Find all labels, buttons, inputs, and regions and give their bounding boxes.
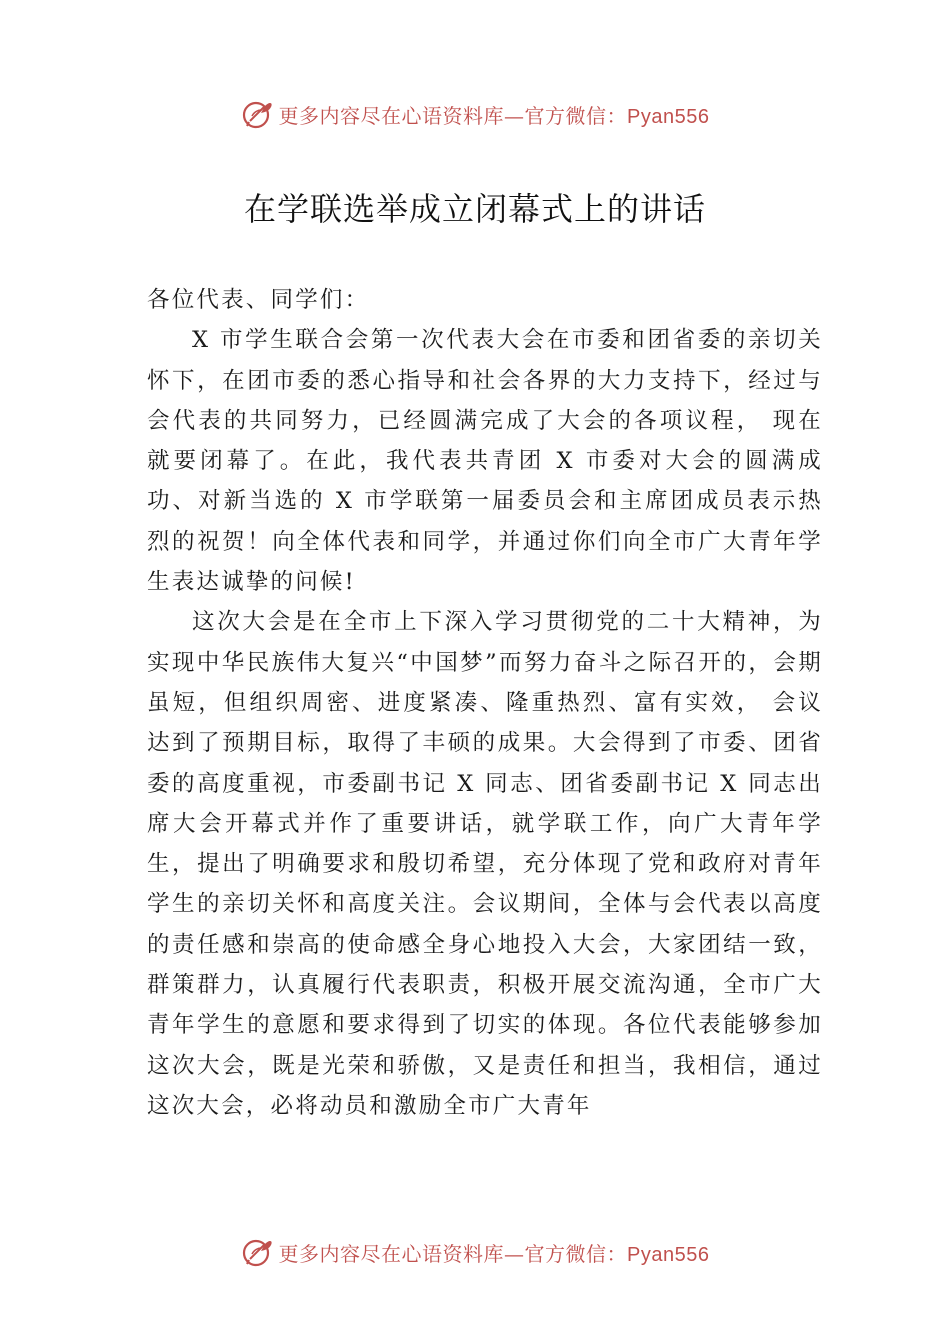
document-body <box>147 280 823 1126</box>
wechat-label: 官方微信： <box>524 1241 628 1266</box>
watermark-text <box>279 100 710 129</box>
wechat-label: 官方微信： <box>524 103 628 128</box>
wechat-id: Pyan556 <box>627 105 710 128</box>
watermark-label: 更多内容尽在心语资料库 <box>278 103 505 128</box>
paragraph-2: 这次大会是在全市上下深入学习贯彻党的二十大精神，为实现中华民族伟大复兴“中国梦”而努力奋斗之际召开的，会期虽短，但组织周密、进度紧凑、隆重热烈、富有实效， 会议达到了预期目标，取得了丰硕的成果。大会得到了市委、团省委的高度重视，市委副书记 X 同志、团省委副书记 X 同志出席大会开幕式并作了重要讲话，就学联工作，向广大青年学生，提出了明确要求和殷切希望，充分体现了党和政府对青年学生的亲切关怀和高度关注。会议期间，全体与会代表以高度的责任感和崇高的使命感全身心地投入大会，大家团结一致，群策群力，认真履行代表职责，积极开展交流沟通，全市广大青年学生的意愿和要求得到了切实的体现。各位代表能够参加这次大会，既是光荣和骄傲，又是责任和担当，我相信，通过这次大会，必将动员和激励全市广大青年 <box>147 609 823 1119</box>
footer-watermark <box>0 1230 950 1274</box>
watermark-text <box>279 1238 710 1267</box>
header-watermark <box>0 92 950 136</box>
watermark-label: 更多内容尽在心语资料库 <box>278 1241 505 1266</box>
watermark-separator: — <box>504 103 525 128</box>
wechat-id: Pyan556 <box>627 1243 710 1266</box>
watermark-separator: — <box>504 1241 525 1266</box>
paragraph-1: X 市学生联合会第一次代表大会在市委和团省委的亲切关怀下，在团市委的悉心指导和社会各界的大力支持下，经过与会代表的共同努力，已经圆满完成了大会的各项议程， 现在就要闭幕了。在此，我代表共青团 X 市委对大会的圆满成功、对新当选的 X 市学联第一届委员会和主席团成员表示热烈的祝贺！向全体代表和同学，并通过你们向全市广大青年学生表达诚挚的问候! <box>147 327 823 596</box>
quill-pen-logo-icon <box>241 97 275 131</box>
salutation: 各位代表、同学们： <box>147 287 370 313</box>
quill-pen-logo-icon <box>241 1235 275 1269</box>
document-title: 在学联选举成立闭幕式上的讲话 <box>243 190 706 228</box>
